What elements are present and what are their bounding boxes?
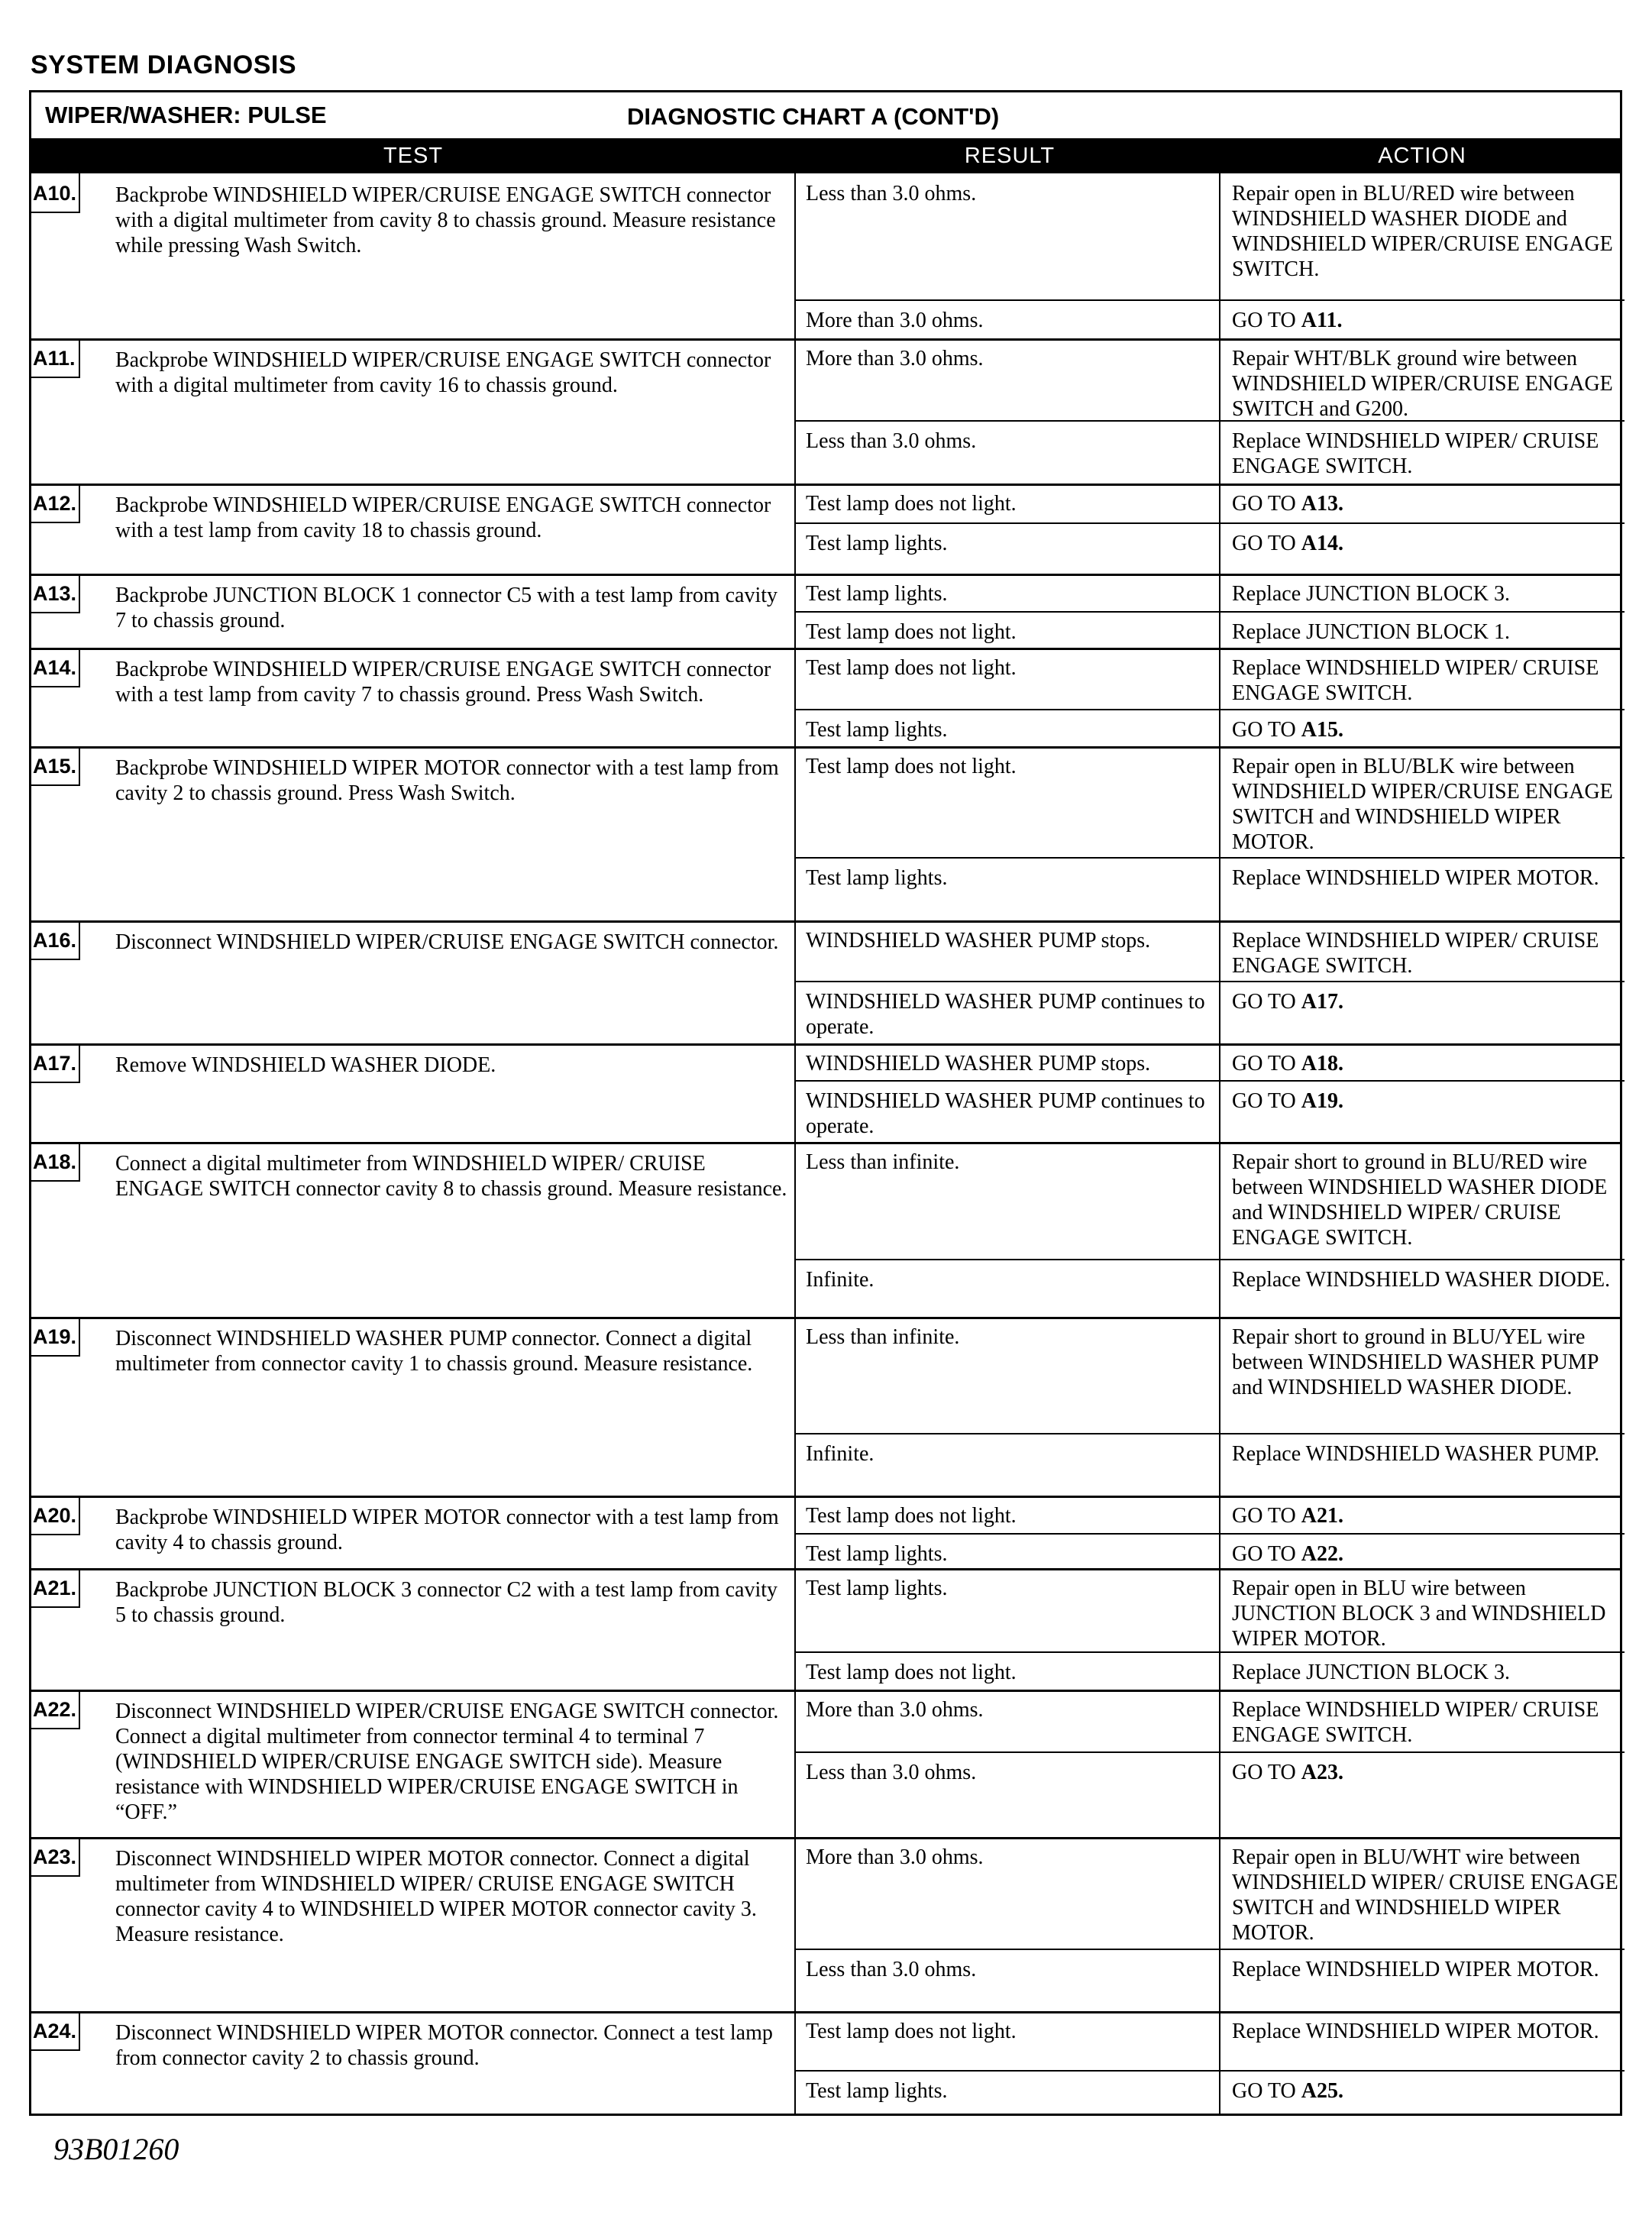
- action-cell: [1224, 1534, 1620, 1568]
- result-cell: [795, 2071, 1218, 2114]
- result-text: Test lamp lights.: [806, 866, 948, 890]
- result-text: More than 3.0 ohms.: [806, 1698, 984, 1722]
- goto-step-reference: A15.: [1301, 718, 1343, 742]
- diagnostic-step: [31, 746, 1620, 923]
- action-cell: [1224, 710, 1620, 746]
- result-text: Test lamp lights.: [806, 718, 948, 742]
- result-text: Test lamp does not light.: [806, 656, 1017, 680]
- column-divider: [1219, 1142, 1220, 1317]
- step-number: A11.: [31, 338, 80, 378]
- goto-step-reference: A22.: [1301, 1542, 1343, 1566]
- column-header-result: RESULT: [964, 144, 1056, 168]
- step-number: A17.: [31, 1043, 80, 1083]
- result-cell: [795, 484, 1218, 523]
- step-number: A14.: [31, 648, 80, 687]
- action-cell: [1224, 484, 1620, 523]
- step-number: A13.: [31, 574, 80, 613]
- result-text: Test lamp does not light.: [806, 620, 1017, 644]
- action-cell: [1224, 1081, 1620, 1142]
- column-header-action: ACTION: [1378, 144, 1466, 168]
- test-instruction: Backprobe WINDSHIELD WIPER/CRUISE ENGAGE SWITCH connector with a test lamp from cavity 18 to chassis ground.: [115, 493, 771, 542]
- step-number: A18.: [31, 1142, 80, 1182]
- result-cell: [795, 2011, 1218, 2071]
- goto-step-reference: A18.: [1301, 1052, 1343, 1075]
- step-number: A24.: [31, 2011, 80, 2051]
- action-cell: [1224, 1752, 1620, 1837]
- action-text: [1232, 1760, 1618, 1785]
- test-instruction: Disconnect WINDSHIELD WASHER PUMP connector. Connect a digital multimeter from connector cavity 1 to chassis ground. Measure resistance.: [115, 1327, 753, 1376]
- diagnostic-step: [31, 173, 1620, 341]
- action-cell: [1224, 1043, 1620, 1081]
- action-cell: [1224, 2011, 1620, 2071]
- goto-step-reference: A13.: [1301, 492, 1343, 516]
- action-text: Repair short to ground in BLU/YEL wire between WINDSHIELD WASHER PUMP and WINDSHIELD WASHER DIODE.: [1232, 1325, 1599, 1399]
- result-text: Less than infinite.: [806, 1325, 960, 1349]
- test-instruction: Disconnect WINDSHIELD WIPER/CRUISE ENGAGE SWITCH connector. Connect a digital multimeter from connector terminal 4 to terminal 7 (WINDSHIELD WIPER/CRUISE ENGAGE SWITCH side). Measure resistance with WINDSHIELD WIPER/CRUISE ENGAGE SWITCH in “OFF.”: [115, 1700, 779, 1824]
- action-cell: [1224, 574, 1620, 612]
- action-text: [1232, 1541, 1618, 1567]
- test-instruction: Backprobe WINDSHIELD WIPER/CRUISE ENGAGE SWITCH connector with a test lamp from cavity 7 to chassis ground. Press Wash Switch.: [115, 658, 771, 707]
- result-cell: [795, 1081, 1218, 1142]
- action-cell: [1224, 1652, 1620, 1690]
- action-text: Replace WINDSHIELD WIPER/ CRUISE ENGAGE SWITCH.: [1232, 1698, 1599, 1747]
- goto-step-reference: A21.: [1301, 1504, 1343, 1528]
- step-number: A10.: [31, 173, 80, 213]
- goto-step-reference: A19.: [1301, 1089, 1343, 1113]
- diagnostic-step: [31, 574, 1620, 650]
- test-instruction: Backprobe WINDSHIELD WIPER/CRUISE ENGAGE SWITCH connector with a digital multimeter from cavity 8 to chassis ground. Measure resistance while pressing Wash Switch.: [115, 183, 776, 257]
- column-divider: [1219, 338, 1220, 484]
- diagnostic-step: [31, 484, 1620, 576]
- column-divider: [1219, 1317, 1220, 1496]
- result-cell: [795, 173, 1218, 300]
- result-cell: [795, 1317, 1218, 1434]
- step-number: A12.: [31, 484, 80, 523]
- action-cell: [1224, 421, 1620, 484]
- action-text: [1232, 2078, 1618, 2104]
- action-text: Repair open in BLU/RED wire between WINDSHIELD WASHER DIODE and WINDSHIELD WIPER/CRUISE ENGAGE SWITCH.: [1232, 182, 1613, 281]
- action-text: [1232, 989, 1618, 1014]
- action-text: Replace JUNCTION BLOCK 3.: [1232, 1661, 1510, 1684]
- result-cell: [795, 920, 1218, 982]
- result-text: WINDSHIELD WASHER PUMP continues to operate.: [806, 990, 1205, 1039]
- goto-prefix: GO TO: [1232, 1052, 1301, 1075]
- diagnostic-step: [31, 1568, 1620, 1692]
- result-cell: [795, 710, 1218, 746]
- chart-subtitle: WIPER/WASHER: PULSE: [45, 102, 327, 128]
- result-cell: [795, 746, 1218, 858]
- goto-prefix: GO TO: [1232, 990, 1301, 1014]
- action-cell: [1224, 1317, 1620, 1434]
- column-divider: [1219, 1568, 1220, 1690]
- action-cell: [1224, 1837, 1620, 1949]
- result-text: WINDSHIELD WASHER PUMP stops.: [806, 929, 1151, 953]
- test-instruction: Disconnect WINDSHIELD WIPER MOTOR connector. Connect a test lamp from connector cavity 2 to chassis ground.: [115, 2021, 773, 2070]
- test-instruction: Disconnect WINDSHIELD WIPER MOTOR connector. Connect a digital multimeter from WINDSHIELD WIPER/ CRUISE ENGAGE SWITCH connector cavity 4 to WINDSHIELD WIPER MOTOR connector cavity 3. Measure resistance.: [115, 1847, 757, 1946]
- result-cell: [795, 1752, 1218, 1837]
- action-text: Replace WINDSHIELD WIPER/ CRUISE ENGAGE SWITCH.: [1232, 656, 1599, 705]
- action-text: Repair open in BLU/BLK wire between WINDSHIELD WIPER/CRUISE ENGAGE SWITCH and WINDSHIELD WIPER MOTOR.: [1232, 755, 1613, 854]
- result-cell: [795, 1043, 1218, 1081]
- action-cell: [1224, 1496, 1620, 1534]
- action-text: Replace WINDSHIELD WASHER PUMP.: [1232, 1442, 1600, 1466]
- action-cell: [1224, 2071, 1620, 2114]
- action-text: Replace WINDSHIELD WIPER MOTOR.: [1232, 1958, 1599, 1981]
- goto-prefix: GO TO: [1232, 1504, 1301, 1528]
- action-cell: [1224, 338, 1620, 421]
- action-text: Replace WINDSHIELD WIPER/ CRUISE ENGAGE SWITCH.: [1232, 429, 1599, 478]
- goto-prefix: GO TO: [1232, 1089, 1301, 1113]
- result-cell: [795, 1496, 1218, 1534]
- result-cell: [795, 1260, 1218, 1317]
- action-text: [1232, 308, 1618, 333]
- action-text: Repair open in BLU wire between JUNCTION BLOCK 3 and WINDSHIELD WIPER MOTOR.: [1232, 1577, 1606, 1651]
- result-text: Less than 3.0 ohms.: [806, 429, 977, 453]
- column-header-bar: [31, 138, 1620, 173]
- result-cell: [795, 612, 1218, 648]
- result-cell: [795, 1949, 1218, 2011]
- step-number: A23.: [31, 1837, 80, 1877]
- goto-step-reference: A14.: [1301, 532, 1343, 555]
- column-divider: [1219, 746, 1220, 920]
- column-divider: [1219, 648, 1220, 746]
- result-text: Less than 3.0 ohms.: [806, 1958, 977, 1981]
- result-text: Test lamp does not light.: [806, 1661, 1017, 1684]
- goto-step-reference: A11.: [1301, 309, 1343, 332]
- action-cell: [1224, 858, 1620, 920]
- figure-code: 93B01260: [53, 2132, 179, 2166]
- step-number: A16.: [31, 920, 80, 960]
- column-divider: [1219, 173, 1220, 338]
- result-cell: [795, 982, 1218, 1043]
- result-cell: [795, 1837, 1218, 1949]
- result-cell: [795, 421, 1218, 484]
- diagnostic-step: [31, 920, 1620, 1046]
- result-text: Test lamp does not light.: [806, 2020, 1017, 2043]
- goto-prefix: GO TO: [1232, 1761, 1301, 1784]
- result-text: Test lamp does not light.: [806, 755, 1017, 778]
- action-text: Replace WINDSHIELD WIPER MOTOR.: [1232, 866, 1599, 890]
- goto-prefix: GO TO: [1232, 2079, 1301, 2103]
- step-number: A20.: [31, 1496, 80, 1535]
- action-text: [1232, 1051, 1618, 1076]
- result-cell: [795, 1690, 1218, 1752]
- action-cell: [1224, 300, 1620, 338]
- test-instruction: Backprobe WINDSHIELD WIPER MOTOR connector with a test lamp from cavity 2 to chassis ground. Press Wash Switch.: [115, 756, 779, 805]
- action-cell: [1224, 1690, 1620, 1752]
- action-cell: [1224, 1142, 1620, 1260]
- action-cell: [1224, 746, 1620, 858]
- result-cell: [795, 1434, 1218, 1496]
- result-text: Test lamp lights.: [806, 1577, 948, 1600]
- goto-prefix: GO TO: [1232, 532, 1301, 555]
- result-cell: [795, 1534, 1218, 1568]
- action-cell: [1224, 173, 1620, 300]
- result-text: Test lamp lights.: [806, 582, 948, 606]
- test-instruction: Disconnect WINDSHIELD WIPER/CRUISE ENGAGE SWITCH connector.: [115, 930, 779, 954]
- result-text: Infinite.: [806, 1268, 874, 1292]
- result-cell: [795, 338, 1218, 421]
- result-cell: [795, 1142, 1218, 1260]
- test-instruction: Backprobe WINDSHIELD WIPER/CRUISE ENGAGE SWITCH connector with a digital multimeter from cavity 16 to chassis ground.: [115, 348, 771, 397]
- result-text: More than 3.0 ohms.: [806, 347, 984, 370]
- action-cell: [1224, 920, 1620, 982]
- chart-header: [31, 92, 1620, 141]
- action-text: Replace WINDSHIELD WIPER/ CRUISE ENGAGE SWITCH.: [1232, 929, 1599, 978]
- result-text: Less than 3.0 ohms.: [806, 182, 977, 205]
- result-text: Test lamp does not light.: [806, 1504, 1017, 1528]
- action-cell: [1224, 1949, 1620, 2011]
- result-text: Test lamp lights.: [806, 1542, 948, 1566]
- diagnostic-step: [31, 1496, 1620, 1570]
- goto-prefix: GO TO: [1232, 718, 1301, 742]
- diagnostic-step: [31, 338, 1620, 486]
- test-instruction: Backprobe JUNCTION BLOCK 3 connector C2 with a test lamp from cavity 5 to chassis ground.: [115, 1578, 778, 1627]
- test-instruction: Connect a digital multimeter from WINDSHIELD WIPER/ CRUISE ENGAGE SWITCH connector cavity 8 to chassis ground. Measure resistance.: [115, 1152, 787, 1201]
- result-cell: [795, 523, 1218, 574]
- goto-step-reference: A23.: [1301, 1761, 1343, 1784]
- column-header-test: TEST: [383, 144, 444, 168]
- goto-prefix: GO TO: [1232, 492, 1301, 516]
- action-text: Replace WINDSHIELD WASHER DIODE.: [1232, 1268, 1611, 1292]
- test-instruction: Remove WINDSHIELD WASHER DIODE.: [115, 1053, 496, 1077]
- column-divider: [1219, 484, 1220, 574]
- diagnostic-chart: [29, 90, 1622, 2116]
- action-text: Repair short to ground in BLU/RED wire between WINDSHIELD WASHER DIODE and WINDSHIELD WIPER/ CRUISE ENGAGE SWITCH.: [1232, 1150, 1608, 1250]
- action-text: Replace WINDSHIELD WIPER MOTOR.: [1232, 2020, 1599, 2043]
- result-text: Test lamp lights.: [806, 532, 948, 555]
- result-text: Less than infinite.: [806, 1150, 960, 1174]
- step-number: A15.: [31, 746, 80, 786]
- result-text: Less than 3.0 ohms.: [806, 1761, 977, 1784]
- column-divider: [1219, 1690, 1220, 1837]
- diagnostic-step: [31, 1690, 1620, 1839]
- diagnostic-step: [31, 1142, 1620, 1319]
- result-text: Infinite.: [806, 1442, 874, 1466]
- result-cell: [795, 648, 1218, 710]
- action-text: Repair WHT/BLK ground wire between WINDSHIELD WIPER/CRUISE ENGAGE SWITCH and G200.: [1232, 347, 1613, 421]
- chart-title: DIAGNOSTIC CHART A (CONT'D): [627, 103, 1000, 130]
- goto-step-reference: A17.: [1301, 990, 1343, 1014]
- test-instruction: Backprobe WINDSHIELD WIPER MOTOR connector with a test lamp from cavity 4 to chassis ground.: [115, 1506, 779, 1554]
- result-text: More than 3.0 ohms.: [806, 309, 984, 332]
- step-number: A22.: [31, 1690, 80, 1729]
- action-cell: [1224, 1434, 1620, 1496]
- action-text: [1232, 717, 1618, 742]
- step-number: A19.: [31, 1317, 80, 1357]
- action-text: Repair open in BLU/WHT wire between WINDSHIELD WIPER/ CRUISE ENGAGE SWITCH and WINDSHIELD WIPER MOTOR.: [1232, 1845, 1618, 1945]
- result-cell: [795, 574, 1218, 612]
- diagnostic-step: [31, 1837, 1620, 2013]
- action-text: [1232, 491, 1618, 516]
- step-number: A21.: [31, 1568, 80, 1608]
- result-cell: [795, 300, 1218, 338]
- column-divider: [1219, 1496, 1220, 1568]
- action-cell: [1224, 1568, 1620, 1652]
- diagnostic-step: [31, 2011, 1620, 2114]
- column-divider: [1219, 2011, 1220, 2114]
- action-cell: [1224, 648, 1620, 710]
- result-text: Test lamp lights.: [806, 2079, 948, 2103]
- test-instruction: Backprobe JUNCTION BLOCK 1 connector C5 with a test lamp from cavity 7 to chassis ground.: [115, 584, 778, 632]
- result-text: More than 3.0 ohms.: [806, 1845, 984, 1869]
- action-text: [1232, 1503, 1618, 1528]
- action-text: Replace JUNCTION BLOCK 1.: [1232, 620, 1510, 644]
- diagnostic-step: [31, 1317, 1620, 1498]
- result-text: WINDSHIELD WASHER PUMP stops.: [806, 1052, 1151, 1075]
- result-text: Test lamp does not light.: [806, 492, 1017, 516]
- diagnostic-step: [31, 1043, 1620, 1144]
- action-cell: [1224, 1260, 1620, 1317]
- result-cell: [795, 1652, 1218, 1690]
- column-divider: [1219, 1043, 1220, 1142]
- action-cell: [1224, 523, 1620, 574]
- result-cell: [795, 1568, 1218, 1652]
- result-cell: [795, 858, 1218, 920]
- result-text: WINDSHIELD WASHER PUMP continues to operate.: [806, 1089, 1205, 1138]
- diagnostic-step: [31, 648, 1620, 749]
- action-cell: [1224, 982, 1620, 1043]
- column-divider: [1219, 1837, 1220, 2011]
- goto-step-reference: A25.: [1301, 2079, 1343, 2103]
- goto-prefix: GO TO: [1232, 309, 1301, 332]
- action-text: [1232, 1088, 1618, 1114]
- action-text: Replace JUNCTION BLOCK 3.: [1232, 582, 1510, 606]
- section-title: SYSTEM DIAGNOSIS: [31, 50, 297, 79]
- action-cell: [1224, 612, 1620, 648]
- goto-prefix: GO TO: [1232, 1542, 1301, 1566]
- action-text: [1232, 531, 1618, 556]
